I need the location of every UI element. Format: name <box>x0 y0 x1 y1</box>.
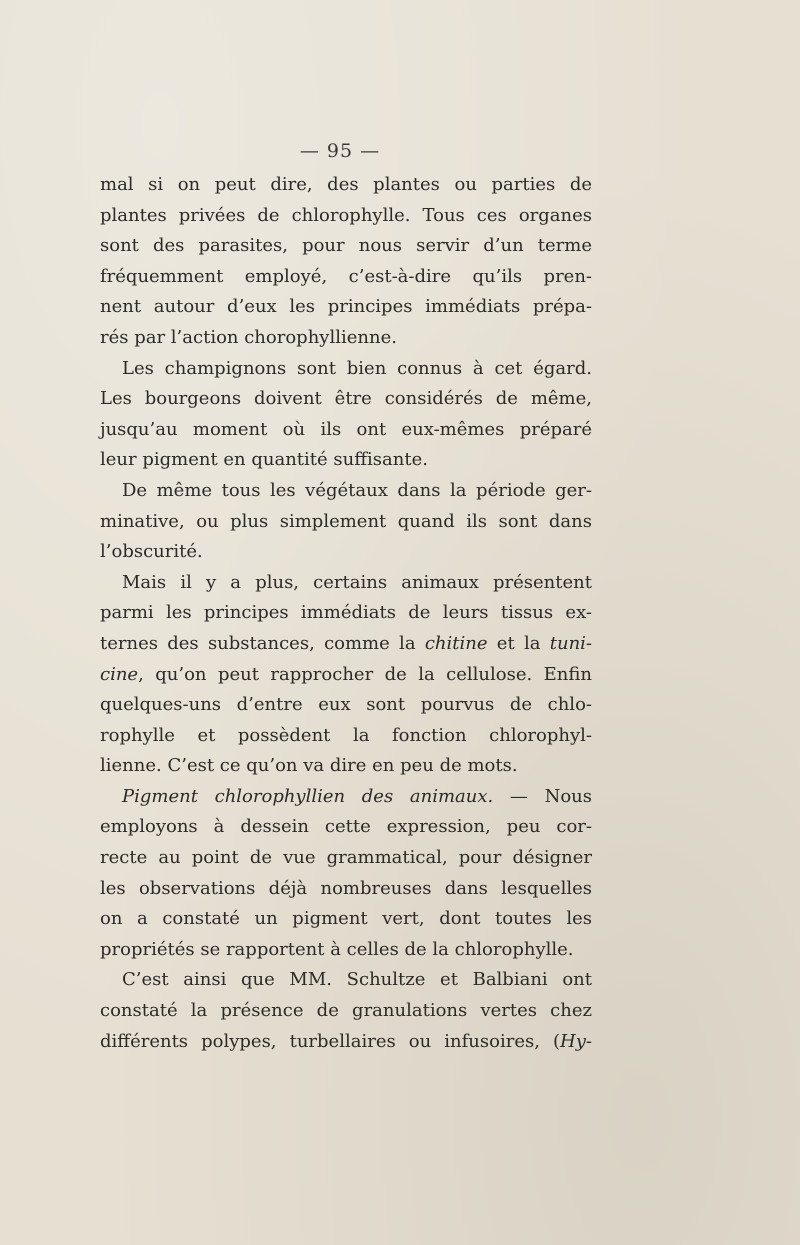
text-line: sont des parasites, pour nous servir d’un terme <box>100 235 592 257</box>
page-number: — 95 — <box>299 140 381 162</box>
text-line: recte au point de vue grammatical, pour désigner <box>100 847 592 869</box>
text-line: Les bourgeons doivent être considérés de même, <box>100 388 592 410</box>
text-line: nent autour d’eux les principes immédiats prépa- <box>100 296 592 318</box>
text-line: C’est ainsi que MM. Schultze et Balbiani ont <box>122 969 592 991</box>
text-line: jusqu’au moment où ils ont eux-mêmes préparé <box>100 418 592 440</box>
body-text <box>100 170 592 1057</box>
text-line: parmi les principes immédiats de leurs tissus ex- <box>100 602 592 624</box>
text-line: cine, qu’on peut rapprocher de la cellulose. Enfin <box>100 663 592 685</box>
text-line: l’obscurité. <box>100 541 203 563</box>
text-line: les observations déjà nombreuses dans lesquelles <box>100 877 592 899</box>
text-line: différents polypes, turbellaires ou infusoires, (Hy- <box>100 1030 592 1052</box>
text-line: quelques-uns d’entre eux sont pourvus de chlo- <box>100 694 592 716</box>
text-line: lienne. C’est ce qu’on va dire en peu de mots. <box>100 755 518 777</box>
text-line: employons à dessein cette expression, peu cor- <box>100 816 592 838</box>
text-line: leur pigment en quantité suffisante. <box>100 449 428 471</box>
text-line: fréquemment employé, c’est-à-dire qu’ils pren- <box>100 265 592 287</box>
text-line: De même tous les végétaux dans la période ger- <box>122 479 592 501</box>
text-line: rophylle et possèdent la fonction chlorophyl- <box>100 724 592 746</box>
text-line: plantes privées de chlorophylle. Tous ces organes <box>100 204 592 226</box>
text-line: ternes des substances, comme la chitine et la tuni- <box>100 632 593 654</box>
text-line: minative, ou plus simplement quand ils sont dans <box>100 510 592 532</box>
text-line: on a constaté un pigment vert, dont toutes les <box>100 908 592 930</box>
text-line: constaté la présence de granulations vertes chez <box>100 1000 592 1022</box>
text-line: Pigment chlorophyllien des animaux. — Nous <box>122 785 592 807</box>
text-line: mal si on peut dire, des plantes ou parties de <box>100 174 592 195</box>
text-line: Mais il y a plus, certains animaux présentent <box>122 571 592 593</box>
text-line: propriétés se rapportent à celles de la chlorophylle. <box>100 938 574 960</box>
text-line: rés par l’action chorophyllienne. <box>100 326 397 348</box>
text-line: Les champignons sont bien connus à cet égard. <box>122 357 592 379</box>
